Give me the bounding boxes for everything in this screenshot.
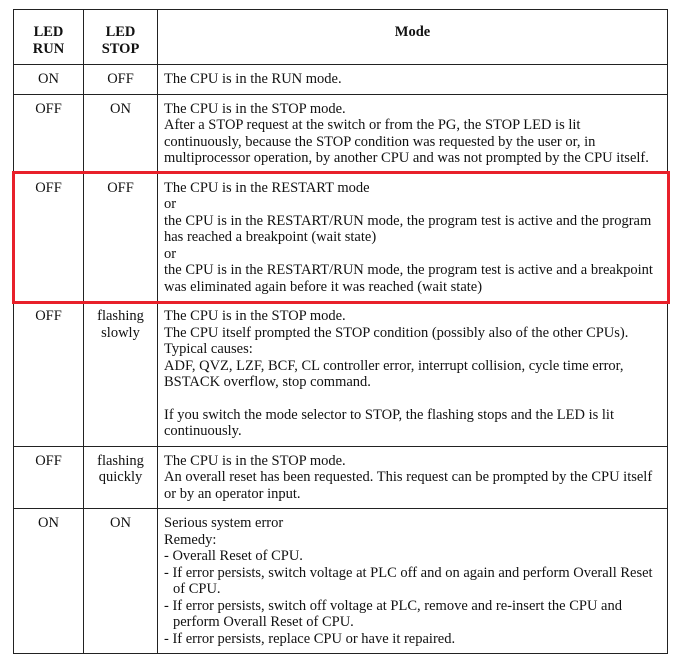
mode-line: - If error persists, replace CPU or have it repaired. bbox=[164, 630, 456, 647]
table-row-highlighted bbox=[14, 173, 668, 302]
mode-line: the CPU is in the RESTART/RUN mode, the program test is active and a breakpoint was eliminated again before it was reached (wait state) bbox=[164, 262, 653, 295]
mode-line: The CPU is in the RUN mode. bbox=[164, 71, 342, 87]
mode-line: After a STOP request at the switch or from the PG, the STOP LED is lit continuously, because the STOP condition was requested by the user or, in multiprocessor operation, by another CPU and was not prompted by the CPU itself. bbox=[164, 117, 649, 166]
table-row bbox=[14, 446, 668, 509]
mode-line: - If error persists, switch voltage at PLC off and on again and perform Overall Reset of CPU. bbox=[164, 564, 653, 597]
cell-led-run: OFF bbox=[14, 446, 84, 509]
mode-line: the CPU is in the RESTART/RUN mode, the program test is active and the program has reached a breakpoint (wait state) bbox=[164, 212, 652, 245]
cell-led-run: ON bbox=[14, 65, 84, 95]
cell-led-run: OFF bbox=[14, 302, 84, 447]
mode-line: The CPU is in the STOP mode. bbox=[164, 308, 346, 324]
cell-led-stop: OFF bbox=[84, 65, 158, 95]
cell-led-run: OFF bbox=[14, 94, 84, 173]
header-mode: Mode bbox=[158, 10, 668, 65]
led-status-table bbox=[13, 9, 668, 654]
mode-spacer bbox=[164, 391, 661, 407]
mode-line: An overall reset has been requested. This request can be prompted by the CPU itself or by an operator input. bbox=[164, 469, 653, 502]
mode-line: The CPU is in the STOP mode. bbox=[164, 100, 346, 117]
cell-mode bbox=[158, 509, 668, 654]
header-led-run: LED RUN bbox=[14, 10, 84, 65]
cell-mode bbox=[158, 446, 668, 509]
table-row bbox=[14, 65, 668, 95]
cell-mode bbox=[158, 173, 668, 302]
mode-line: Typical causes: bbox=[164, 341, 253, 357]
cell-led-stop: OFF bbox=[84, 173, 158, 302]
mode-line: ADF, QVZ, LZF, BCF, CL controller error, interrupt collision, cycle time error, BSTACK overflow, stop command. bbox=[164, 357, 624, 390]
cell-mode bbox=[158, 65, 668, 95]
table-row bbox=[14, 509, 668, 654]
cell-led-stop: flashing quickly bbox=[84, 446, 158, 509]
mode-line: or bbox=[164, 196, 177, 212]
cell-led-stop: ON bbox=[84, 94, 158, 173]
mode-line: or bbox=[164, 245, 177, 262]
cell-led-run: ON bbox=[14, 509, 84, 654]
cell-led-run: OFF bbox=[14, 173, 84, 302]
table-row bbox=[14, 94, 668, 173]
mode-line: - Overall Reset of CPU. bbox=[164, 548, 303, 564]
mode-line: The CPU itself prompted the STOP condition (possibly also of the other CPUs). bbox=[164, 324, 629, 341]
mode-line: - If error persists, switch off voltage at PLC, remove and re-insert the CPU and perform Overall Reset of CPU. bbox=[164, 597, 622, 630]
cell-led-stop: flashing slowly bbox=[84, 302, 158, 447]
cell-led-stop: ON bbox=[84, 509, 158, 654]
cell-mode bbox=[158, 302, 668, 447]
table-row bbox=[14, 302, 668, 447]
cell-mode bbox=[158, 94, 668, 173]
mode-line: Remedy: bbox=[164, 531, 217, 548]
mode-line: The CPU is in the RESTART mode bbox=[164, 179, 370, 196]
header-led-stop: LED STOP bbox=[84, 10, 158, 65]
mode-line: Serious system error bbox=[164, 515, 284, 531]
mode-line: The CPU is in the STOP mode. bbox=[164, 452, 346, 469]
mode-line: If you switch the mode selector to STOP, the flashing stops and the LED is lit continuously. bbox=[164, 406, 614, 439]
table-header-row bbox=[14, 10, 668, 65]
